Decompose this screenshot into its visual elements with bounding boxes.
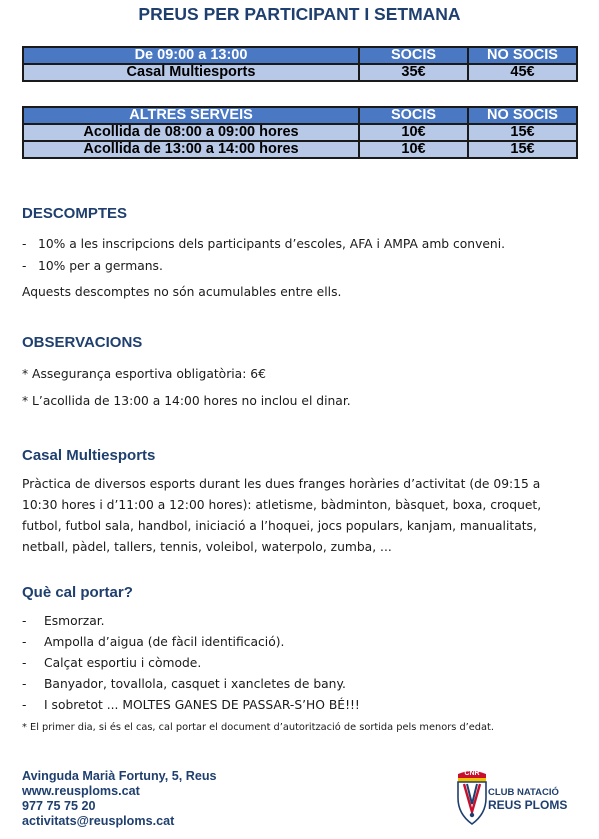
contact-address: Avinguda Marià Fortuny, 5, Reus bbox=[22, 769, 217, 783]
price-table-serveis bbox=[22, 106, 578, 159]
table-cell: 10€ bbox=[359, 141, 468, 158]
paragraph-line: Pràctica de diversos esports durant les dues franges horàries d’activitat (de 09:15 a bbox=[22, 477, 541, 491]
bullet-dash: - bbox=[22, 635, 27, 649]
footnote: * El primer dia, si és el cas, cal portar el document d’autorització de sortida pels menors d’edat. bbox=[22, 722, 494, 733]
contact-web-link[interactable]: www.reusploms.cat bbox=[22, 784, 140, 798]
table-cell: 45€ bbox=[468, 64, 577, 81]
section-heading-observacions: OBSERVACIONS bbox=[22, 334, 143, 351]
list-item: Ampolla d’aigua (de fàcil identificació). bbox=[44, 635, 285, 649]
contact-email-link[interactable]: activitats@reusploms.cat bbox=[22, 814, 175, 828]
page-title: PREUS PER PARTICIPANT I SETMANA bbox=[138, 4, 461, 24]
list-item: Calçat esportiu i còmode. bbox=[44, 656, 202, 670]
paragraph-line: netball, pàdel, tallers, tennis, voleibol, waterpolo, zumba, ... bbox=[22, 540, 392, 554]
paragraph-line: 10:30 hores i d’11:00 a 12:00 hores): atletisme, bàdminton, bàsquet, boxa, croquet, bbox=[22, 498, 542, 512]
contact-phone: 977 75 75 20 bbox=[22, 799, 96, 813]
header-cell: De 09:00 a 13:00 bbox=[23, 47, 359, 64]
descomptes-note: Aquests descomptes no són acumulables entre ells. bbox=[22, 285, 342, 299]
header-cell: ALTRES SERVEIS bbox=[23, 107, 359, 124]
table-cell: Acollida de 13:00 a 14:00 hores bbox=[23, 141, 359, 158]
header-cell: SOCIS bbox=[359, 107, 468, 124]
table-cell: 10€ bbox=[359, 124, 468, 141]
logo-initials: CNR bbox=[464, 770, 480, 777]
header-cell: NO SOCIS bbox=[468, 107, 577, 124]
table-cell: 15€ bbox=[468, 124, 577, 141]
bullet-dash: - bbox=[22, 237, 27, 251]
logo-line1: CLUB NATACIÓ bbox=[488, 787, 559, 798]
bullet-dash: - bbox=[22, 677, 27, 691]
table-cell: Casal Multiesports bbox=[23, 64, 359, 81]
list-item: * Assegurança esportiva obligatòria: 6€ bbox=[22, 367, 266, 381]
section-heading-portar: Què cal portar? bbox=[22, 584, 133, 601]
paragraph-line: futbol, futbol sala, handbol, iniciació a l’hoquei, jocs populars, kanjam, manualitats, bbox=[22, 519, 537, 533]
table-row bbox=[23, 64, 577, 81]
bullet-dash: - bbox=[22, 614, 27, 628]
table-cell: 15€ bbox=[468, 141, 577, 158]
table-cell: Acollida de 08:00 a 09:00 hores bbox=[23, 124, 359, 141]
logo-line2: REUS PLOMS bbox=[488, 798, 568, 812]
header-cell: NO SOCIS bbox=[468, 47, 577, 64]
list-item: * L’acollida de 13:00 a 14:00 hores no inclou el dinar. bbox=[22, 394, 351, 408]
table-row bbox=[23, 124, 577, 141]
price-table-casal bbox=[22, 46, 578, 82]
bullet-dash: - bbox=[22, 656, 27, 670]
header-cell: SOCIS bbox=[359, 47, 468, 64]
table-header-row bbox=[23, 47, 577, 64]
list-item: 10% a les inscripcions dels participants d’escoles, AFA i AMPA amb conveni. bbox=[38, 237, 506, 251]
list-item: Esmorzar. bbox=[44, 614, 105, 628]
list-item: 10% per a germans. bbox=[38, 259, 163, 273]
bullet-dash: - bbox=[22, 698, 27, 712]
section-heading-descomptes: DESCOMPTES bbox=[22, 205, 128, 222]
section-heading-casal: Casal Multiesports bbox=[22, 447, 156, 464]
table-cell: 35€ bbox=[359, 64, 468, 81]
list-item: Banyador, tovallola, casquet i xancletes de bany. bbox=[44, 677, 346, 691]
table-row bbox=[23, 141, 577, 158]
bullet-dash: - bbox=[22, 259, 27, 273]
list-item: I sobretot ... MOLTES GANES DE PASSAR-S’HO BÉ!!! bbox=[44, 698, 360, 712]
table-header-row bbox=[23, 107, 577, 124]
